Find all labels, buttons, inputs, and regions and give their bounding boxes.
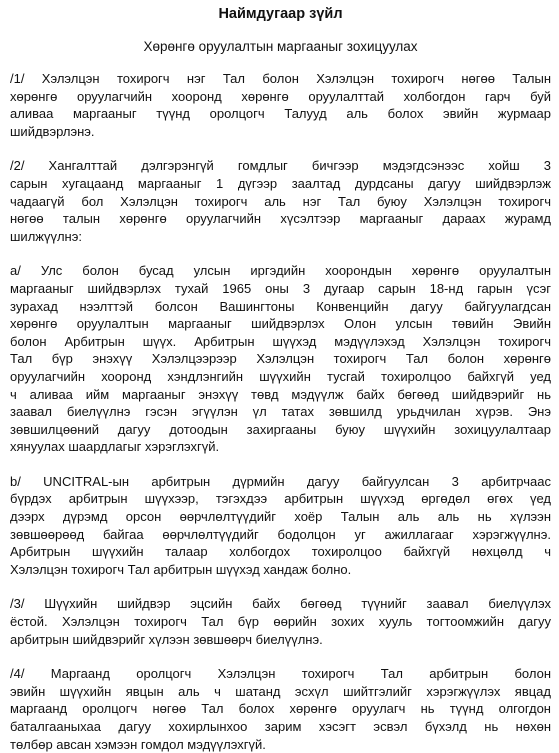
text-line: арбитрын шийдвэрийг хүлээн зөвшөөрч биелүүлнэ. [10, 631, 323, 647]
text-line: эвийн шүүхийн явцын аль ч шатанд эсхүл шийтгэлийг хэрэгжүүлэх явцад [10, 683, 551, 699]
document-page [0, 4, 559, 752]
paragraph-4 [10, 665, 551, 753]
section-title: Хөрөнгө оруулалтын маргааныг зохицуулах [143, 39, 418, 54]
paragraph-2b [10, 473, 551, 579]
text-line: шилжүүлнэ: [10, 228, 82, 244]
paragraph-2 [10, 157, 551, 245]
text-line: чадаагүй бол Хэлэлцэн тохирогч аль нэг Тал буюу Хэлэлцэн тохирогч [10, 193, 551, 209]
text-line: Тал бүр энэхүү Хэлэлцээрээр Хэлэлцэн тохирогч Тал болон хөрөнгө [10, 351, 551, 367]
text-line: маргаанд оролцогч нөгөө Тал болох хөрөнгө оруулагч нь түүнд олгогдон [10, 701, 551, 717]
text-line: /2/ Хангалттай дэлгэрэнгүй гомдлыг бичгээр мэдэгдсэнээс хойш 3 [10, 158, 551, 174]
paragraph-1 [10, 70, 551, 140]
text-line: а/ Улс болон бусад улсын иргэдийн хоорондын хөрөнгө оруулалтын [10, 263, 551, 279]
text-line: баталгааныхаа дагуу хохирлынхоо зарим хэсэгт эсвэл бүхэлд нь нөхөн [10, 719, 551, 734]
text-line: Арбитрын шүүхийн талаар холбогдох тохиролцоо байхгүй нөхцөлд ч [10, 544, 551, 560]
text-line: дээрх дүрэмд орсон өөрчлөлтүүдийг хоёр Талын аль аль нь хүлээн [10, 509, 551, 525]
text-line: ч аливаа ийм маргааныг энэхүү төвд мэдүүлж байх бөгөөд шийдвэрийг нь [10, 386, 551, 402]
text-line: шийдвэрлэнэ. [10, 123, 95, 139]
text-line: зөвшилцөөний дагуу дотоодын захиргааны буюу шүүхийн зохицуулалтаар [10, 421, 551, 437]
text-line: бүрдэх арбитрын шүүхээр, тэгэхдээ арбитрын шүүхэд өргөдөл өгөх үед [10, 491, 551, 507]
text-line: /4/ Маргаанд оролцогч Хэлэлцэн тохирогч Тал арбитрын болон [10, 666, 551, 682]
text-line: заавал биелүүлнэ гэсэн эгүүлэн үл татах зөвшилд урьдчилан хүрэв. Энэ [10, 404, 551, 420]
text-line: сарын хугацаанд маргааныг 1 дүгээр заалтад дурдсаны дагуу шийдвэрлэж [10, 175, 551, 191]
paragraph-3 [10, 595, 551, 648]
text-line: аливаа маргааныг түүнд оролцогч Талууд аль болох эвийн журмаар [10, 106, 551, 122]
text-line: зурахад нээлттэй болсон Вашингтоны Конвенцийн дагуу байгуулагдсан [10, 298, 551, 314]
text-line: ёстой. Хэлэлцэн тохирогч Тал бүр өөрийн зохих хууль тогтоомжийн дагуу [10, 614, 551, 630]
text-line: хөрөнгө оруулагчийн хооронд хөрөнгө оруулалттай холбогдон гарч буй [10, 88, 551, 104]
text-line: b/ UNCITRAL-ын арбитрын дүрмийн дагуу байгуулсан 3 арбитрчаас [10, 473, 551, 489]
text-line: /3/ Шүүхийн шийдвэр эцсийн байх бөгөөд түүнийг заавал биелүүлэх [10, 596, 551, 612]
text-line: маргааныг шийдвэрлэх тухай 1965 оны 3 дугаар сарын 18-нд гарын үсэг [10, 280, 551, 296]
text-line: /1/ Хэлэлцэн тохирогч нэг Тал болон Хэлэлцэн тохирогч нөгөө Талын [10, 71, 551, 86]
text-line: зөвшөөрөөд байгаа өөрчлөлтүүдийг бодолцон уг ажиллагааг хэрэгжүүлнэ. [10, 526, 551, 542]
text-line: Хэлэлцэн тохирогч Тал арбитрын шүүхэд хандаж болно. [10, 561, 352, 577]
text-line: төлбөр авсан хэмээн гомдол мэдүүлэхгүй. [10, 736, 266, 752]
text-line: нөгөө талын хөрөнгө оруулагчийн хүсэлтээр маргааныг дараах журамд [10, 211, 551, 227]
text-line: болон Арбитрын шүүх. Арбитрын шүүхэд мэдүүлэхэд Хэлэлцэн тохирогч [10, 333, 551, 349]
text-line: хянуулах шаардлагыг хэрэглэхгүй. [10, 439, 220, 455]
text-line: хөрөнгө оруулалтын маргааныг шийдвэрлэх Олон улсын төвийн Эвийн [10, 316, 551, 332]
text-line: оруулагчийн хооронд хэндлэнгийн шүүхийн тусгай тохиролцоо байхгүй уед [10, 368, 551, 384]
article-title: Наймдугаар зүйл [218, 6, 343, 22]
paragraph-2a [10, 262, 551, 456]
